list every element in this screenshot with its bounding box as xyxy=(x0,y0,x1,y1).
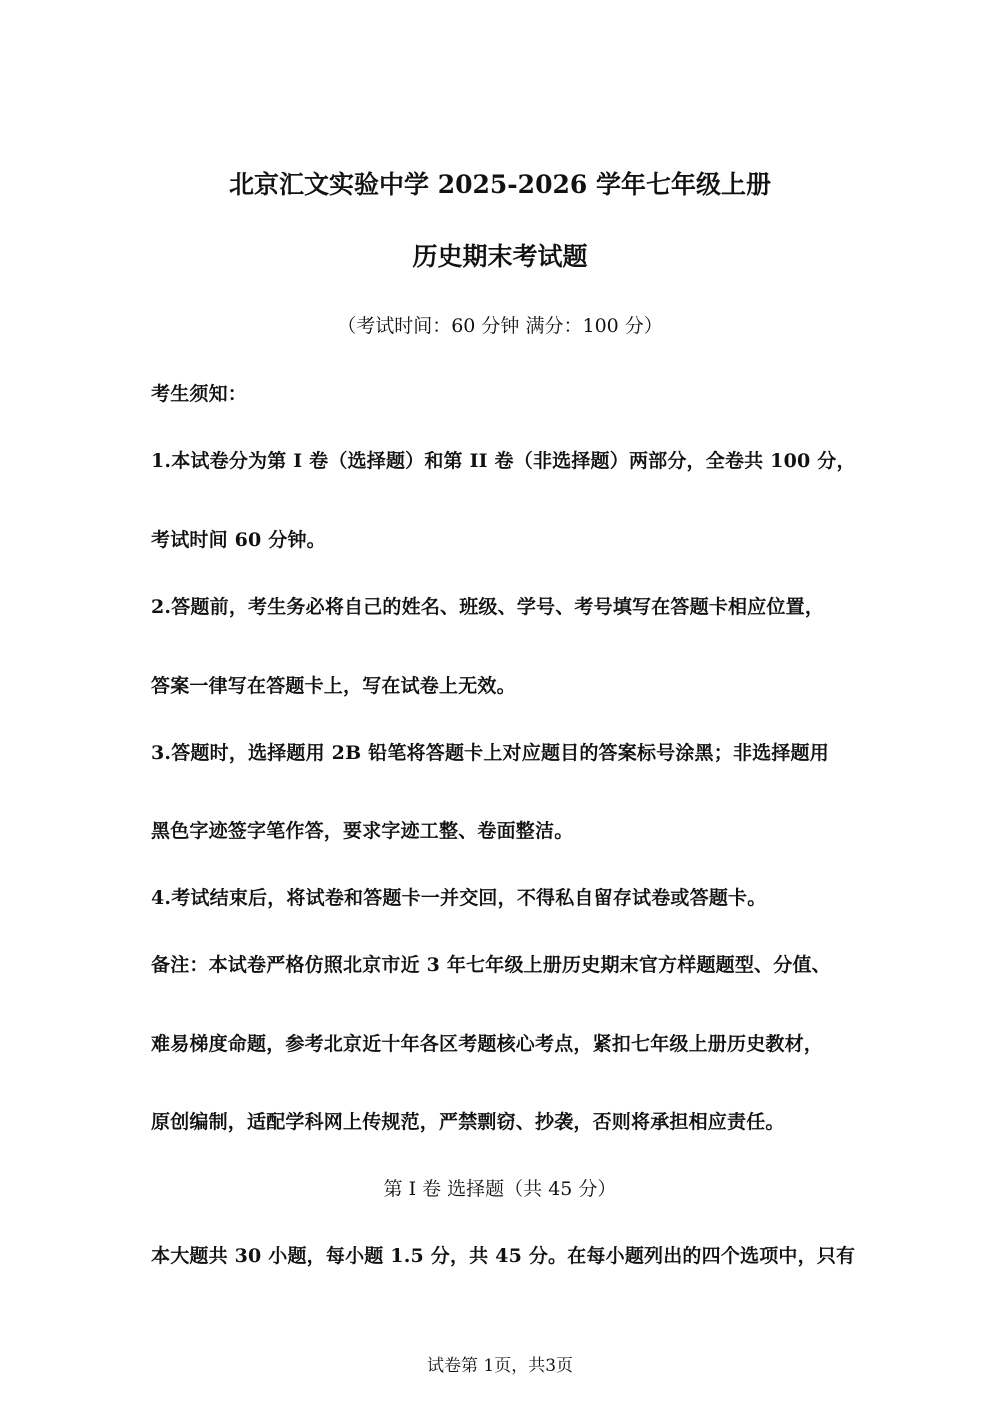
notice-line: 4.考试结束后，将试卷和答题卡一并交回，不得私自留存试卷或答题卡。 xyxy=(151,887,767,909)
remark-line: 原创编制，适配学科网上传规范，严禁剽窃、抄袭，否则将承担相应责任。 xyxy=(151,1111,785,1133)
notice-line: 考试时间 60 分钟。 xyxy=(151,529,326,551)
section-instruction: 本大题共 30 小题，每小题 1.5 分，共 45 分。在每小题列出的四个选项中，只有 xyxy=(151,1245,856,1267)
notice-heading: 考生须知： xyxy=(151,383,248,405)
notice-line: 3.答题时，选择题用 2B 铅笔将答题卡上对应题目的答案标号涂黑；非选择题用 xyxy=(151,742,829,764)
document-title: 北京汇文实验中学 2025-2026 学年七年级上册 xyxy=(229,170,771,199)
exam-time-and-score: （考试时间：60 分钟 满分：100 分） xyxy=(337,315,663,337)
remark-line: 备注：本试卷严格仿照北京市近 3 年七年级上册历史期末官方样题题型、分值、 xyxy=(151,954,831,976)
remark-line: 难易梯度命题，参考北京近十年各区考题核心考点，紧扣七年级上册历史教材， xyxy=(151,1033,824,1055)
notice-line: 答案一律写在答题卡上，写在试卷上无效。 xyxy=(151,675,516,697)
notice-line: 黑色字迹签字笔作答，要求字迹工整、卷面整洁。 xyxy=(151,820,574,842)
section-heading: 第 I 卷 选择题（共 45 分） xyxy=(383,1178,617,1200)
document-subtitle: 历史期末考试题 xyxy=(412,242,588,271)
page-footer: 试卷第 1页，共3页 xyxy=(426,1356,574,1376)
notice-line: 1.本试卷分为第 I 卷（选择题）和第 II 卷（非选择题）两部分，全卷共 100 分， xyxy=(151,450,856,472)
notice-line: 2.答题前，考生务必将自己的姓名、班级、学号、考号填写在答题卡相应位置， xyxy=(151,596,825,618)
